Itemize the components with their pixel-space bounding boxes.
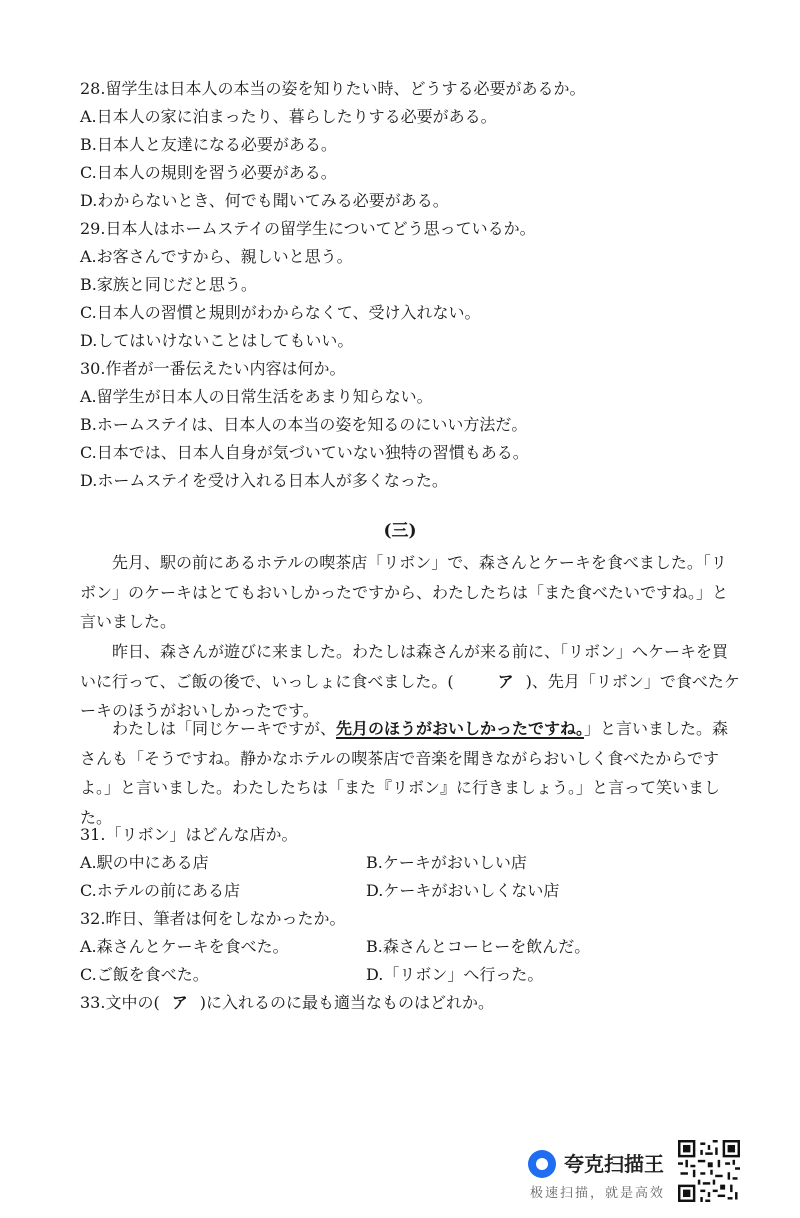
question-30-option-d: D.ホームステイを受け入れる日本人が多くなった。 bbox=[80, 471, 448, 490]
question-33-before: 33.文中の( bbox=[80, 993, 160, 1012]
question-31-option-a: A.駅の中にある店 bbox=[80, 853, 209, 872]
question-30-option-a: A.留学生が日本人の日常生活をあまり知らない。 bbox=[80, 387, 433, 406]
question-29-option-d: D.してはいけないことはしてもいい。 bbox=[80, 331, 354, 350]
question-31-option-c: C.ホテルの前にある店 bbox=[80, 881, 240, 900]
question-33-blank: ア bbox=[171, 993, 188, 1012]
question-30-option-b: B.ホームステイは、日本人の本当の姿を知るのにいい方法だ。 bbox=[80, 415, 528, 434]
question-31-option-b: B.ケーキがおいしい店 bbox=[366, 853, 527, 872]
passage-p3-before: わたしは「同じケーキですが、 bbox=[112, 719, 337, 738]
watermark-subtitle: 极速扫描，就是高效 bbox=[530, 1186, 666, 1201]
question-28-option-c: C.日本人の規則を習う必要がある。 bbox=[80, 163, 337, 182]
passage-underlined-sentence: 先月のほうがおいしかったですね。 bbox=[336, 719, 585, 738]
question-32-option-d: D.「リボン」へ行った。 bbox=[366, 965, 544, 984]
question-30-stem: 30.作者が一番伝えたい内容は何か。 bbox=[80, 359, 346, 378]
question-29-option-b: B.家族と同じだと思う。 bbox=[80, 275, 257, 294]
passage-paragraph-3 bbox=[80, 714, 740, 832]
question-28-option-a: A.日本人の家に泊まったり、暮らしたりする必要がある。 bbox=[80, 107, 497, 126]
passage-paragraph-2 bbox=[80, 637, 740, 726]
question-28-option-d: D.わからないとき、何でも聞いてみる必要がある。 bbox=[80, 191, 449, 210]
qr-code-icon bbox=[678, 1140, 740, 1202]
question-32-option-b: B.森さんとコーヒーを飲んだ。 bbox=[366, 937, 591, 956]
question-28-option-b: B.日本人と友達になる必要がある。 bbox=[80, 135, 337, 154]
question-31-option-d: D.ケーキがおいしくない店 bbox=[366, 881, 560, 900]
question-30-option-c: C.日本では、日本人自身が気づいていない独特の習慣もある。 bbox=[80, 443, 529, 462]
quark-logo-icon bbox=[528, 1150, 556, 1178]
question-31-stem: 31.「リボン」はどんな店か。 bbox=[80, 825, 298, 844]
passage-p3-after: 」と言いました。森さんも「そうですね。静かなホテルの喫茶店で音楽を聞きながらおいしく食べたからですよ。」と言いました。わたしたちは「また『リボン』に行きましょう。」と言って笑いました。 bbox=[80, 719, 729, 827]
passage-p2-after: )、先月「リボン」で食べたケーキのほうがおいしかったです。 bbox=[80, 671, 740, 720]
question-29-option-a: A.お客さんですから、親しいと思う。 bbox=[80, 247, 353, 266]
question-29-stem: 29.日本人はホームステイの留学生についてどう思っているか。 bbox=[80, 219, 536, 238]
question-32-option-c: C.ご飯を食べた。 bbox=[80, 965, 209, 984]
question-32-stem: 32.昨日、筆者は何をしなかったか。 bbox=[80, 909, 346, 928]
question-32-option-a: A.森さんとケーキを食べた。 bbox=[80, 937, 289, 956]
watermark-title: 夸克扫描王 bbox=[564, 1152, 664, 1176]
passage-blank-a: ア bbox=[497, 671, 514, 691]
question-33-stem bbox=[80, 992, 494, 1014]
passage-paragraph-1: 先月、駅の前にあるホテルの喫茶店「リボン」で、森さんとケーキを食べました。「リボン」のケーキはとてもおいしかったですから、わたしたちは「また食べたいですね。」と言いました。 bbox=[80, 553, 729, 631]
question-29-option-c: C.日本人の習慣と規則がわからなくて、受け入れない。 bbox=[80, 303, 481, 322]
passage-p2-before: 昨日、森さんが遊びに来ました。わたしは森さんが来る前に、「リボン」へケーキを買いに行って、ご飯の後で、いっしょに食べました。( bbox=[80, 642, 729, 691]
question-28-stem: 28.留学生は日本人の本当の姿を知りたい時、どうする必要があるか。 bbox=[80, 79, 586, 98]
section-title: (三) bbox=[383, 521, 417, 541]
question-33-after: )に入れるのに最も適当なものはどれか。 bbox=[199, 993, 494, 1012]
